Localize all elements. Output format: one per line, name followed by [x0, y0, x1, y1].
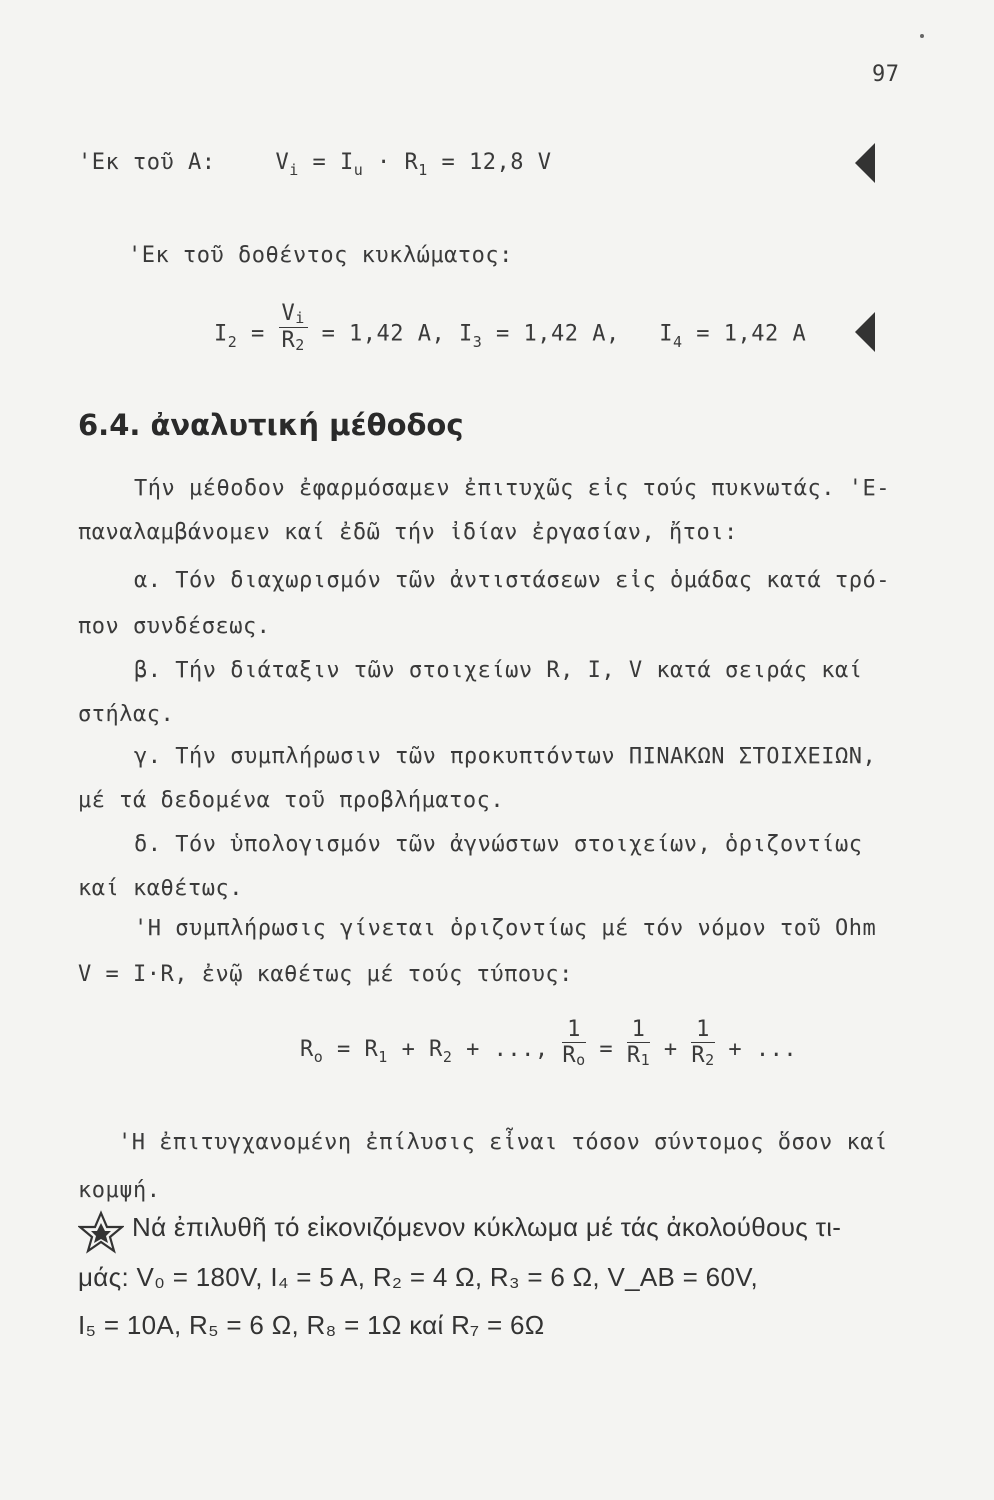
formula-tail2: + ...	[728, 1037, 798, 1062]
equation-va-prefix: 'Eκ τοῦ A:	[78, 150, 216, 175]
frac-one-over-r1	[627, 1018, 650, 1070]
formula-s2-sub: 2	[442, 1048, 453, 1066]
eq1-i-sub: u	[353, 161, 364, 179]
body-line: α. Τόν διαχωρισμόν τῶν ἀντιστάσεων εἰς ὁμάδας κατά τρό-	[134, 568, 890, 593]
frac-den-sub: o	[576, 1051, 586, 1069]
eq2-frac-den: R	[281, 328, 296, 353]
frac-one-over-r2	[691, 1018, 714, 1070]
frac-num: 1	[691, 1018, 714, 1043]
eq1-r: · R	[377, 150, 419, 175]
eq2-frac-num: V	[281, 301, 296, 326]
closing-line: κομψή.	[78, 1178, 161, 1203]
frac-den-r: R	[691, 1043, 706, 1068]
body-line: β. Τήν διάταξιν τῶν στοιχείων R, I, V κατά σειράς καί	[134, 658, 863, 683]
eq1-mid: = I	[312, 150, 354, 175]
eq2-fraction	[279, 302, 308, 355]
body-line: δ. Τόν ὑπολογισμόν τῶν ἀγνώστων στοιχείων, ὁριζοντίως	[134, 832, 863, 857]
formula-s1-sub: 1	[378, 1048, 388, 1066]
eq2-eq: =	[251, 321, 265, 347]
eq1-r-sub: 1	[418, 161, 428, 179]
frac-den-sub: 2	[705, 1051, 715, 1069]
formula-plus: + R	[401, 1037, 443, 1062]
eq2-rest3: = 1,42 A	[696, 321, 807, 347]
left-triangle-marker	[855, 312, 875, 352]
body-line: 'Η συμπλήρωσις γίνεται ὁριζοντίως μέ τόν νόμον τοῦ Ohm	[134, 916, 877, 941]
equation-va	[78, 150, 552, 179]
body-line: μέ τά δεδομένα τοῦ προβλήματος.	[78, 788, 505, 813]
formula-eq: =	[599, 1037, 614, 1062]
exercise-line: Νά ἐπιλυθῆ τό εἰκονιζόμενον κύκλωμα μέ τάς ἀκολούθους τι-	[132, 1212, 842, 1242]
body-line: V = I·R, ἐνῷ καθέτως μέ τούς τύπους:	[78, 962, 573, 987]
left-triangle-marker	[855, 143, 875, 183]
frac-num: 1	[562, 1018, 585, 1043]
eq2-frac-num-sub: i	[295, 309, 305, 327]
exercise-line: I₅ = 10A, R₅ = 6 Ω, R₈ = 1Ω καί R₇ = 6Ω	[78, 1310, 545, 1340]
formula-tail: + ...,	[466, 1037, 549, 1062]
frac-den-sub: 1	[640, 1051, 651, 1069]
body-line: στήλας.	[78, 702, 175, 727]
given-circuit-label: 'Eκ τοῦ δοθέντος κυκλώματος:	[128, 243, 513, 268]
body-line: Τήν μέθοδον ἐφαρμόσαμεν ἐπιτυχῶς εἰς τούς πυκνωτάς. 'Ε-	[134, 476, 890, 501]
frac-one-over-r0	[562, 1018, 585, 1070]
resistance-formula	[300, 1017, 798, 1076]
formula-plus2: +	[663, 1037, 678, 1062]
closing-line: 'Η ἐπιτυγχανομένη ἐπίλυσις εἶναι τόσον σύντομος ὅσον καί	[118, 1130, 888, 1155]
page-number: 97	[872, 62, 900, 87]
eq1-v: V	[275, 150, 290, 175]
frac-den-r: R	[562, 1043, 577, 1068]
body-line: καί καθέτως.	[78, 876, 243, 901]
eq2-i3-sub: 3	[472, 332, 483, 351]
frac-num: 1	[627, 1018, 650, 1043]
eq2-lhs-sub: 2	[227, 332, 238, 351]
eq2-lhs: I	[214, 321, 228, 347]
body-line: παναλαμβάνομεν καί ἐδῶ τήν ἰδίαν ἐργασίαν, ἤτοι:	[78, 520, 738, 545]
body-line: πον συνδέσεως.	[78, 614, 271, 639]
eq2-rest2: = 1,42 A,	[496, 321, 620, 347]
equation-currents	[214, 301, 807, 361]
frac-den-r: R	[626, 1043, 641, 1068]
star-icon	[78, 1210, 124, 1258]
section-heading: 6.4. ἀναλυτική μέθοδος	[78, 408, 464, 442]
eq1-v-sub: i	[289, 161, 299, 179]
eq1-result: = 12,8 V	[441, 150, 552, 175]
formula-series: = R	[337, 1037, 379, 1062]
formula-r0: R	[300, 1037, 314, 1062]
exercise-line: μάς: V₀ = 180V, I₄ = 5 A, R₂ = 4 Ω, R₃ = 6 Ω, V_AB = 60V,	[78, 1262, 758, 1292]
eq2-rest1: = 1,42 A, I	[321, 321, 473, 347]
formula-r0-sub: o	[313, 1048, 324, 1066]
eq2-i4-sub: 4	[673, 332, 683, 351]
speck	[920, 34, 924, 38]
eq2-frac-den-sub: 2	[295, 336, 305, 354]
body-line: γ. Τήν συμπλήρωσιν τῶν προκυπτόντων ΠΙΝΑΚΩΝ ΣΤΟΙΧΕΙΩΝ,	[134, 744, 877, 769]
eq2-i4: I	[659, 321, 674, 347]
